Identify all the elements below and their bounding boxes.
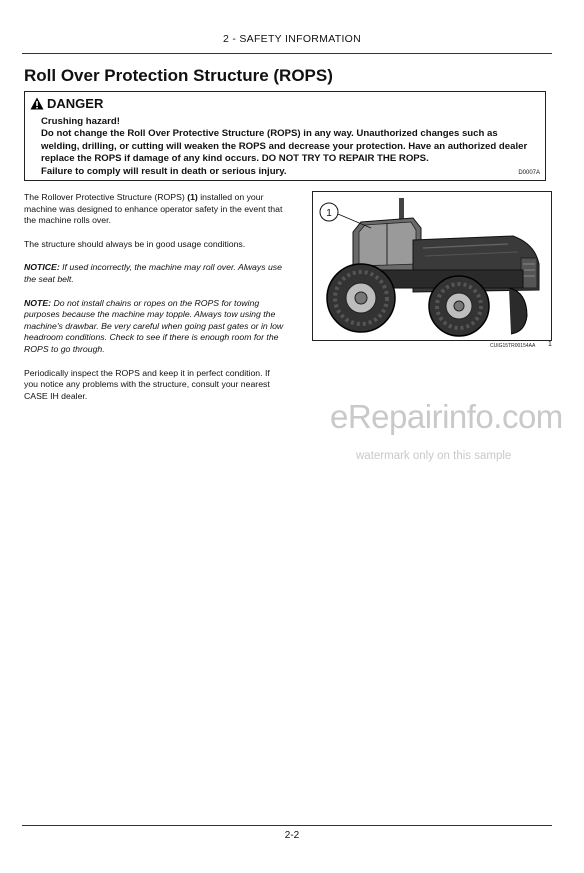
danger-consequence: Failure to comply will result in death or serious injury.: [41, 165, 287, 177]
reference-callout: (1): [187, 192, 198, 202]
note-paragraph: [24, 298, 286, 356]
watermark-text: eRepairinfo.com: [330, 398, 563, 435]
danger-header: [30, 96, 103, 111]
figure-code: CUIG15TR00154AA: [490, 343, 536, 349]
danger-code: D0007A: [518, 170, 540, 176]
paragraph-text: installed on your machine was designed to enhance operator safety in the event that the machine rolls over.: [24, 192, 283, 226]
danger-box: [24, 91, 546, 181]
tractor-figure: [312, 191, 552, 341]
tractor-illustration: [313, 192, 551, 340]
danger-label: DANGER: [47, 96, 104, 111]
figure-callout: 1: [326, 208, 332, 219]
danger-text: [41, 116, 537, 178]
watermark-subtext: watermark only on this sample: [356, 450, 512, 462]
header-divider: [22, 53, 552, 54]
paragraph-text: The Rollover Protective Structure (ROPS): [24, 192, 188, 202]
footer-divider: [22, 825, 552, 826]
paragraph: The structure should always be in good usage conditions.: [24, 238, 246, 249]
notice-text: If used incorrectly, the machine may roll over. Always use the seat belt.: [24, 262, 282, 284]
page-number: 2-2: [284, 830, 300, 841]
paragraph: Periodically inspect the ROPS and keep it in perfect condition. If you notice any problems with the structure, consult your nearest CASE IH dealer.: [24, 367, 270, 401]
notice-paragraph: [24, 262, 286, 285]
warning-triangle-icon: [30, 97, 44, 110]
page-title: Roll Over Protection Structure (ROPS): [24, 66, 333, 85]
section-header: 2 - SAFETY INFORMATION: [222, 33, 362, 45]
danger-heading: Crushing hazard!: [41, 116, 120, 127]
danger-description: Do not change the Roll Over Protective Structure (ROPS) in any way. Unauthorized changes such as welding, drilling, or cutting will weaken the ROPS and decrease your protection. Have an authorized dealer replace the ROPS if damage of any kind occurs. DO NOT TRY TO REPAIR THE ROPS.: [41, 128, 528, 165]
body-text: [24, 192, 286, 414]
note-label: NOTE:: [24, 297, 52, 308]
paragraph: [24, 192, 286, 227]
notice-label: NOTICE:: [24, 262, 60, 273]
note-text: Do not install chains or ropes on the ROPS for towing purposes because the machine may topple. Always tow using the machine's drawbar. Be very careful when going past gates or in low headroom conditions. Check to see if there is enough room for the ROPS to go through.: [24, 297, 284, 354]
figure-number: 1: [548, 341, 552, 348]
